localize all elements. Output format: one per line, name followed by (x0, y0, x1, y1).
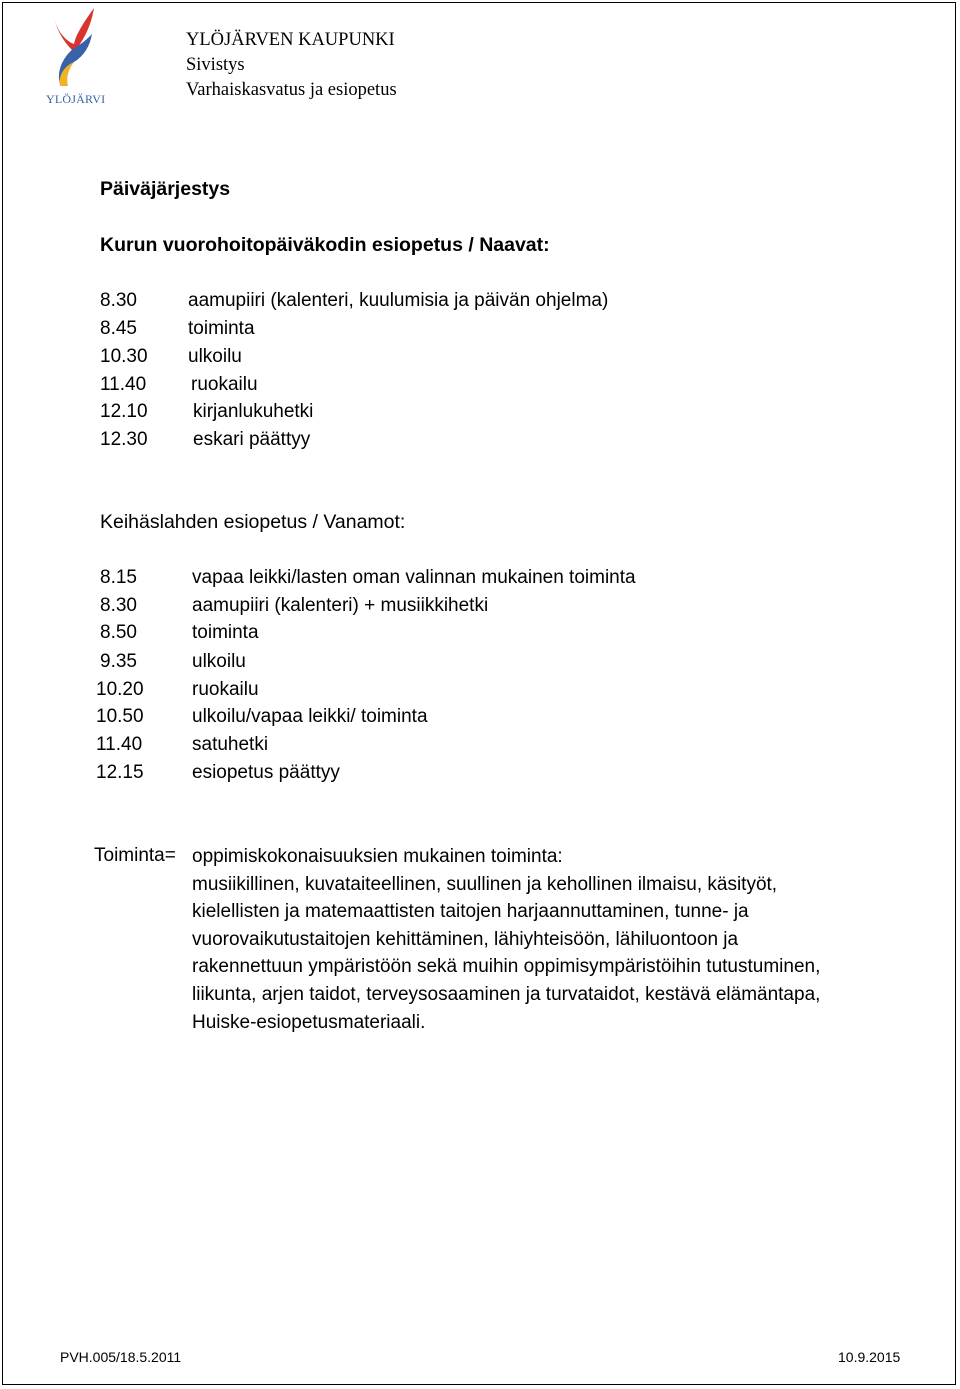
definition-line: liikunta, arjen taidot, terveysosaaminen ja turvataidot, kestävä elämäntapa, (192, 983, 821, 1005)
schedule-time: 12.30 (100, 429, 148, 450)
schedule-activity: ruokailu (192, 679, 259, 700)
schedule-activity: kirjanlukuhetki (193, 401, 314, 422)
definition-line: rakennettuun ympäristöön sekä muihin oppimisympäristöihin tutustuminen, (192, 956, 821, 978)
org-division: Sivistys (186, 55, 245, 75)
org-unit: Varhaiskasvatus ja esiopetus (186, 80, 397, 100)
org-name: YLÖJÄRVEN KAUPUNKI (186, 30, 395, 50)
schedule-time: 8.45 (100, 318, 137, 339)
definition-line: Huiske-esiopetusmateriaali. (192, 1011, 426, 1033)
definition-line: musiikillinen, kuvataiteellinen, suullinen ja kehollinen ilmaisu, käsityöt, (192, 873, 778, 895)
definition-line: oppimiskokonaisuuksien mukainen toiminta: (192, 846, 563, 867)
schedule-activity: esiopetus päättyy (192, 762, 340, 783)
schedule-time: 8.30 (100, 595, 137, 616)
schedule-time: 10.50 (96, 706, 144, 727)
schedule-activity: satuhetki (192, 734, 269, 755)
page-border (2, 2, 956, 1385)
schedule-activity: ulkoilu (192, 651, 246, 672)
schedule-activity: aamupiiri (kalenteri) + musiikkihetki (192, 595, 489, 616)
schedule-activity: ruokailu (191, 374, 258, 395)
section2-heading: Keihäslahden esiopetus / Vanamot: (100, 511, 406, 533)
schedule-activity: vapaa leikki/lasten oman valinnan mukainen toiminta (192, 567, 636, 588)
schedule-activity: ulkoilu (188, 346, 242, 367)
definition-line: vuorovaikutustaitojen kehittäminen, lähiyhteisöön, lähiluontoon ja (192, 928, 739, 950)
definition-text (192, 845, 912, 1038)
schedule-time: 10.30 (100, 346, 148, 367)
schedule-time: 11.40 (96, 734, 143, 755)
schedule-activity: eskari päättyy (193, 429, 311, 450)
city-logo (40, 4, 110, 106)
schedule-activity: aamupiiri (kalenteri, kuulumisia ja päivän ohjelma) (188, 290, 609, 311)
schedule-time: 8.50 (100, 622, 137, 643)
schedule-time: 9.35 (100, 651, 137, 672)
schedule-time: 11.40 (100, 374, 147, 395)
logo-flame-icon (40, 4, 110, 94)
schedule-activity: toiminta (188, 318, 255, 339)
schedule-time: 10.20 (96, 679, 144, 700)
definition-label: Toiminta= (94, 845, 176, 866)
organization-header (186, 28, 397, 103)
schedule-activity: toiminta (192, 622, 259, 643)
schedule-time: 8.15 (100, 567, 137, 588)
footer-document-code: PVH.005/18.5.2011 (60, 1349, 182, 1365)
logo-text: YLÖJÄRVI (46, 92, 106, 106)
schedule-time: 12.10 (100, 401, 148, 422)
schedule-activity: ulkoilu/vapaa leikki/ toiminta (192, 706, 428, 727)
definition-line: kielellisten ja matemaattisten taitojen harjaannuttaminen, tunne- ja (192, 901, 749, 923)
footer-date: 10.9.2015 (838, 1349, 901, 1365)
schedule-time: 8.30 (100, 290, 137, 311)
page-title: Päiväjärjestys (100, 178, 231, 200)
section1-heading: Kurun vuorohoitopäiväkodin esiopetus / Naavat: (100, 234, 550, 256)
schedule-time: 12.15 (96, 762, 144, 783)
